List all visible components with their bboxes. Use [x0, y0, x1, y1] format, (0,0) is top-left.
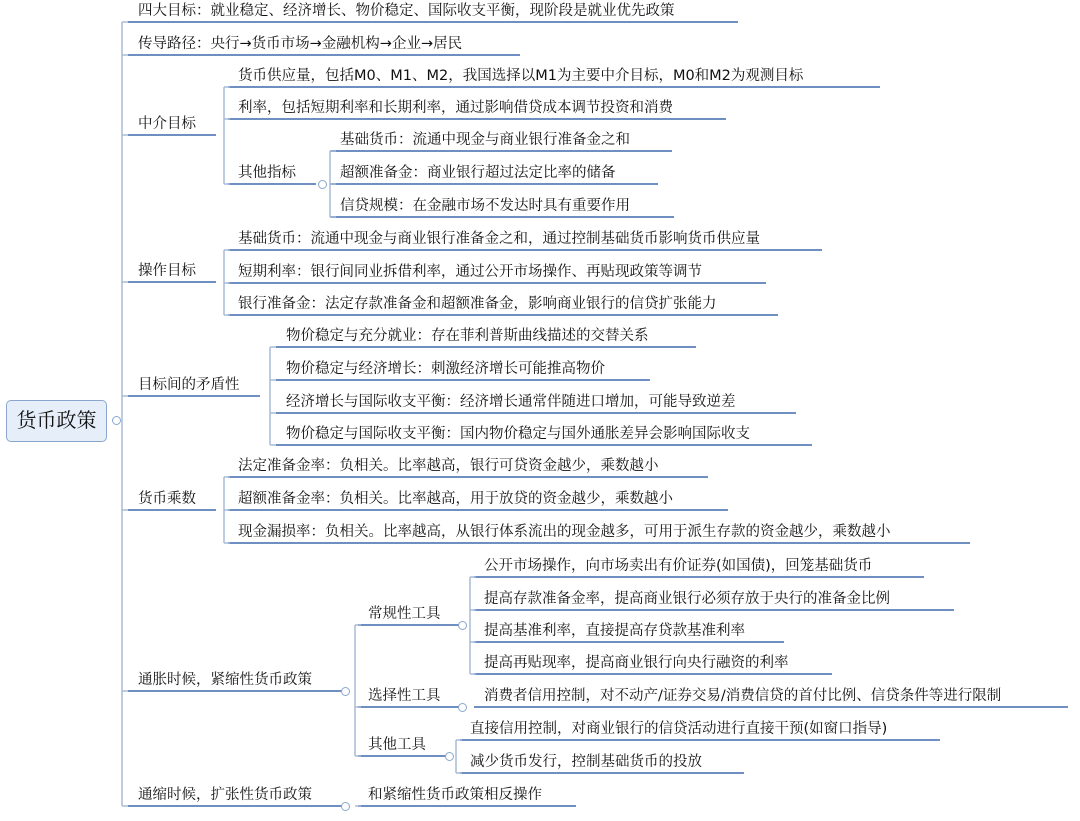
topic-6-0-2[interactable]: 提高基准利率，直接提高存贷款基准利率	[484, 623, 745, 639]
topic-2-2-2[interactable]: 信贷规模：在金融市场不发达时具有重要作用	[340, 198, 630, 214]
topic-3-0[interactable]: 基础货币：流通中现金与商业银行准备金之和，通过控制基础货币影响货币供应量	[238, 231, 760, 247]
topic-3[interactable]: 操作目标	[138, 263, 196, 279]
topic-7[interactable]: 通缩时候，扩张性货币政策	[138, 787, 312, 803]
topic-4[interactable]: 目标间的矛盾性	[138, 377, 240, 393]
topic-2[interactable]: 中介目标	[138, 116, 196, 132]
topic-6-2[interactable]: 其他工具	[368, 737, 426, 753]
topic-6-0[interactable]: 常规性工具	[368, 606, 441, 622]
topic-4-1[interactable]: 物价稳定与经济增长：刺激经济增长可能推高物价	[286, 361, 605, 377]
root-topic[interactable]: 货币政策	[6, 400, 107, 442]
topic-2-2[interactable]: 其他指标	[238, 165, 296, 181]
topic-4-2[interactable]: 经济增长与国际收支平衡：经济增长通常伴随进口增加，可能导致逆差	[286, 394, 736, 410]
topic-6[interactable]: 通胀时候，紧缩性货币政策	[138, 672, 312, 688]
topic-5-0[interactable]: 法定准备金率：负相关。比率越高，银行可贷资金越少，乘数越小	[238, 458, 659, 474]
root-collapse-icon[interactable]	[112, 416, 121, 425]
topic-2-2-0[interactable]: 基础货币：流通中现金与商业银行准备金之和	[340, 132, 630, 148]
topic-6-0-0[interactable]: 公开市场操作，向市场卖出有价证券(如国债)，回笼基础货币	[484, 558, 873, 574]
topic-3-2[interactable]: 银行准备金：法定存款准备金和超额准备金，影响商业银行的信贷扩张能力	[238, 296, 717, 312]
topic-6-2-0[interactable]: 直接信用控制，对商业银行的信贷活动进行直接干预(如窗口指导)	[470, 721, 888, 737]
topic-5-1[interactable]: 超额准备金率：负相关。比率越高，用于放贷的资金越少，乘数越小	[238, 491, 673, 507]
topic-5-2[interactable]: 现金漏损率：负相关。比率越高，从银行体系流出的现金越多，可用于派生存款的资金越少，乘数越小	[238, 524, 891, 540]
topic-1[interactable]: 传导路径：央行→货币市场→金融机构→企业→居民	[138, 36, 463, 52]
topic-6-1[interactable]: 选择性工具	[368, 688, 441, 704]
collapse-toggle-icon[interactable]	[458, 703, 467, 712]
collapse-toggle-icon[interactable]	[445, 752, 454, 761]
topic-5[interactable]: 货币乘数	[138, 491, 196, 507]
topic-7-0[interactable]: 和紧缩性货币政策相反操作	[368, 787, 542, 803]
topic-6-0-1[interactable]: 提高存款准备金率，提高商业银行必须存放于央行的准备金比例	[484, 591, 890, 607]
topic-6-1-0[interactable]: 消费者信用控制，对不动产/证券交易/消费信贷的首付比例、信贷条件等进行限制	[484, 688, 1002, 704]
topic-6-2-1[interactable]: 减少货币发行，控制基础货币的投放	[470, 754, 702, 770]
topic-2-1[interactable]: 利率，包括短期利率和长期利率，通过影响借贷成本调节投资和消费	[238, 100, 673, 116]
collapse-toggle-icon[interactable]	[458, 621, 467, 630]
topic-6-0-3[interactable]: 提高再贴现率，提高商业银行向央行融资的利率	[484, 655, 789, 671]
topic-3-1[interactable]: 短期利率：银行间同业拆借利率，通过公开市场操作、再贴现政策等调节	[238, 264, 702, 280]
topic-4-0[interactable]: 物价稳定与充分就业：存在菲利普斯曲线描述的交替关系	[286, 328, 649, 344]
collapse-toggle-icon[interactable]	[341, 687, 350, 696]
collapse-toggle-icon[interactable]	[318, 180, 327, 189]
collapse-toggle-icon[interactable]	[341, 802, 350, 811]
topic-0[interactable]: 四大目标：就业稳定、经济增长、物价稳定、国际收支平衡，现阶段是就业优先政策	[138, 3, 675, 19]
topic-2-2-1[interactable]: 超额准备金：商业银行超过法定比率的储备	[340, 165, 616, 181]
topic-2-0[interactable]: 货币供应量，包括M0、M1、M2，我国选择以M1为主要中介目标，M0和M2为观测目标	[238, 68, 804, 84]
topic-4-3[interactable]: 物价稳定与国际收支平衡：国内物价稳定与国外通胀差异会影响国际收支	[286, 426, 750, 442]
